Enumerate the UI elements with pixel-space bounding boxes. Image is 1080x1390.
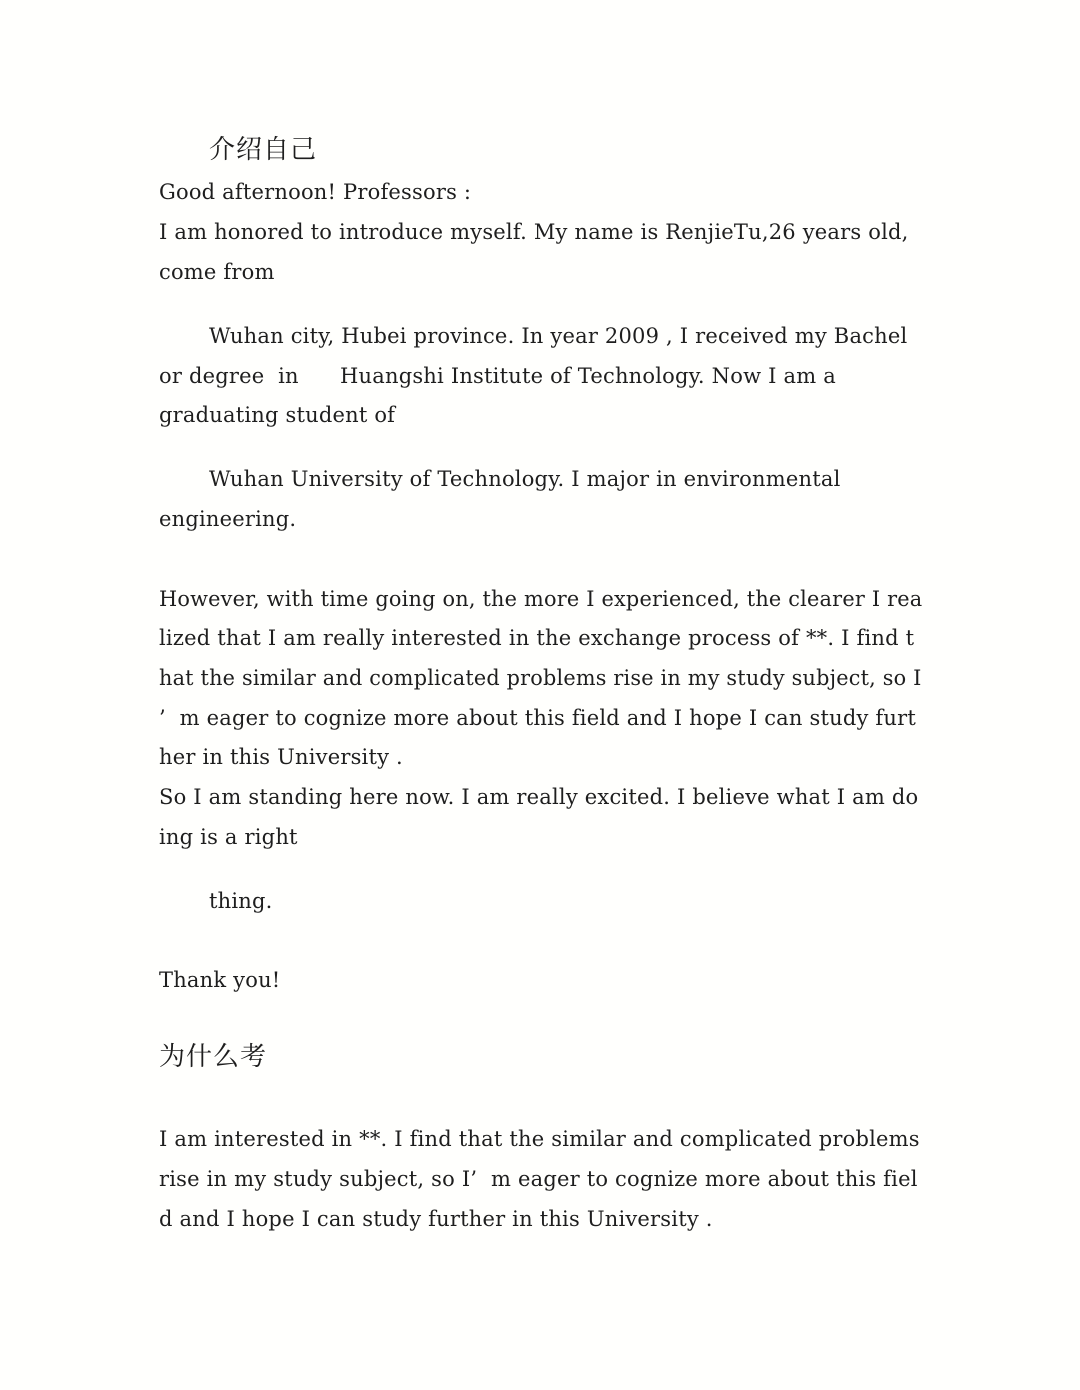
text-line: her in this University . <box>159 745 403 769</box>
text-line: I am interested in **. I find that the similar and complicated problems <box>159 1127 920 1151</box>
heading-introduce-myself: 介绍自己 <box>209 135 318 165</box>
text-line: hat the similar and complicated problems rise in my study subject, so I <box>159 666 922 690</box>
text-line: d and I hope I can study further in this University . <box>159 1207 713 1231</box>
text-line: Wuhan University of Technology. I major in environmental <box>209 467 841 491</box>
text-line: rise in my study subject, so I’ m eager to cognize more about this fiel <box>159 1167 918 1191</box>
text-line: Wuhan city, Hubei province. In year 2009 , I received my Bachel <box>209 324 908 348</box>
text-line: come from <box>159 260 275 284</box>
text-line: ’ m eager to cognize more about this field and I hope I can study furt <box>159 706 916 730</box>
text-line: thing. <box>209 889 273 913</box>
text-line: or degree in Huangshi Institute of Technology. Now I am a <box>159 364 836 388</box>
text-line: lized that I am really interested in the exchange process of **. I find t <box>159 626 915 650</box>
text-line: engineering. <box>159 507 297 531</box>
heading-why-apply: 为什么考 <box>159 1042 268 1072</box>
text-line: Thank you! <box>159 968 281 992</box>
text-line: So I am standing here now. I am really excited. I believe what I am do <box>159 785 919 809</box>
text-line: graduating student of <box>159 403 396 427</box>
text-line: I am honored to introduce myself. My name is RenjieTu,26 years old, <box>159 220 909 244</box>
text-line: ing is a right <box>159 825 298 849</box>
text-line: However, with time going on, the more I experienced, the clearer I rea <box>159 587 923 611</box>
text-line: Good afternoon! Professors : <box>159 180 472 204</box>
